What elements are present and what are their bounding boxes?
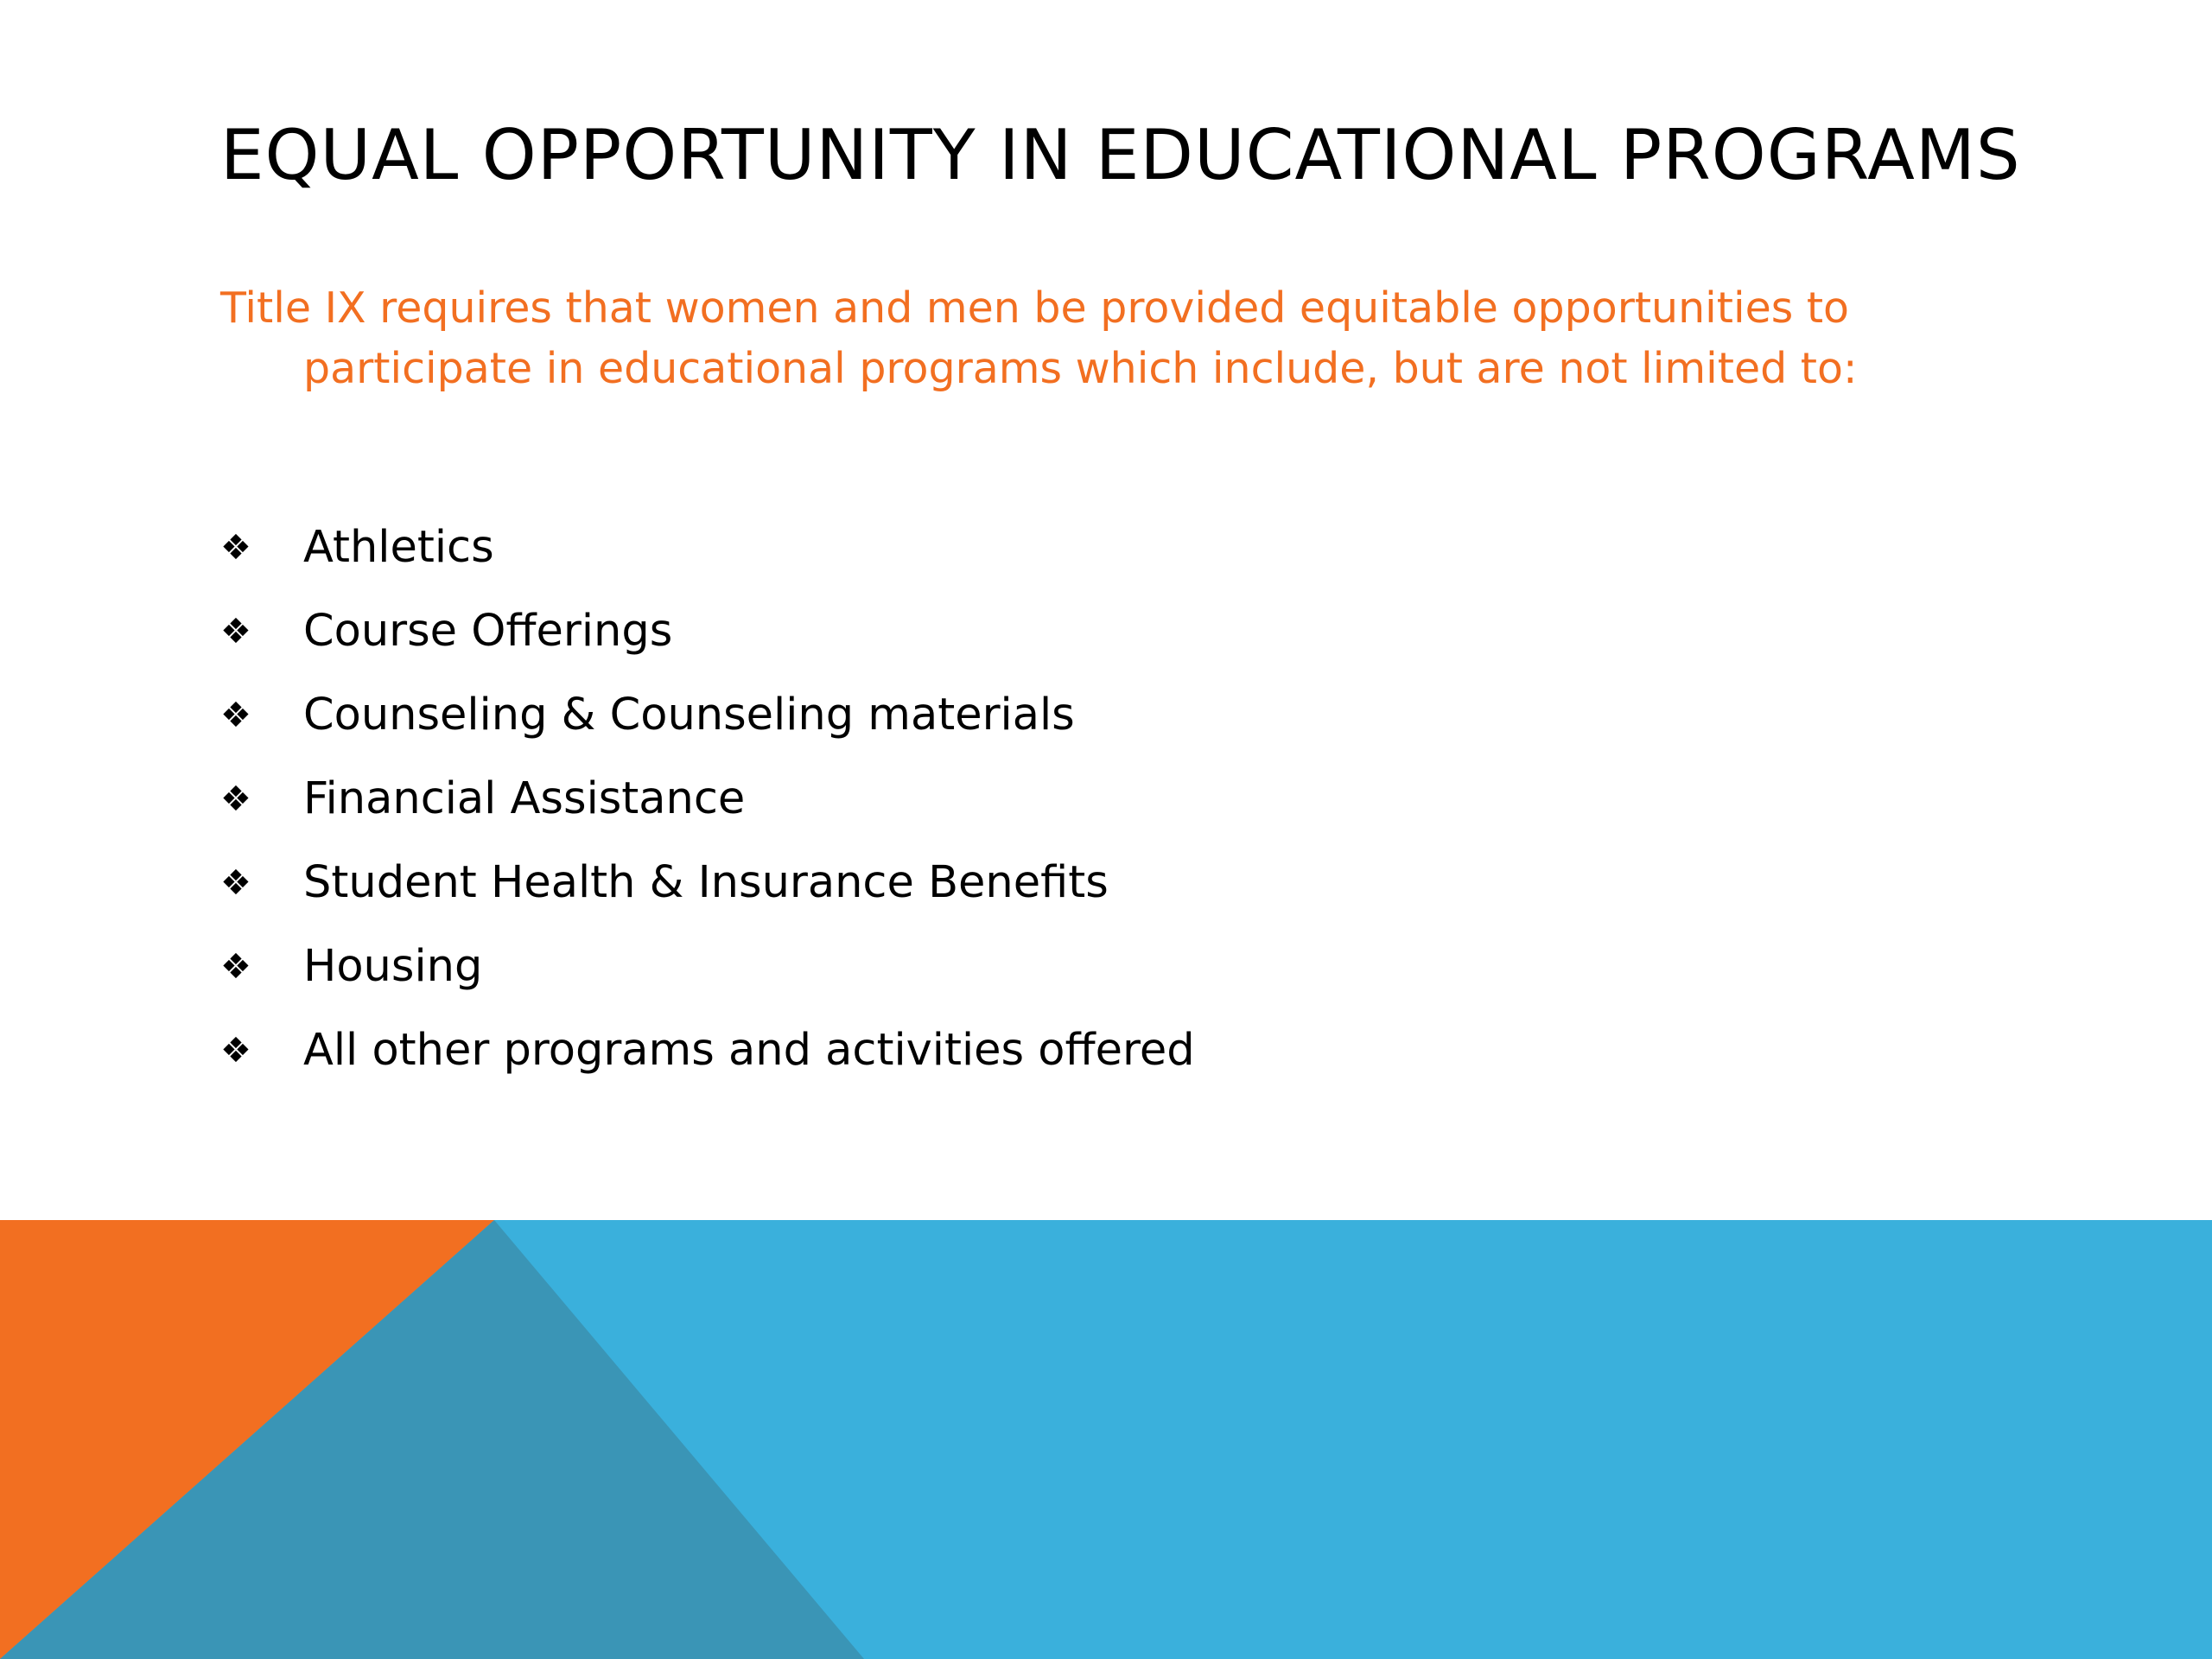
slide-title: EQUAL OPPORTUNITY IN EDUCATIONAL PROGRAMS (220, 115, 2021, 195)
list-item-label: Financial Assistance (303, 773, 746, 824)
list-item-label: Course Offerings (303, 606, 673, 657)
list-item-label: All other programs and activities offered (303, 1025, 1195, 1076)
list-item-label: Athletics (303, 522, 494, 573)
four-diamond-bullet-icon: ❖ (220, 527, 251, 568)
list-item (220, 841, 1195, 925)
four-diamond-bullet-icon: ❖ (220, 779, 251, 819)
four-diamond-bullet-icon: ❖ (220, 695, 251, 735)
list-item (220, 1008, 1195, 1092)
intro-text: Title IX requires that women and men be provided equitable opportunities to participate in educational programs which include, but are not limited to: (220, 283, 1858, 393)
four-diamond-bullet-icon: ❖ (220, 862, 251, 903)
four-diamond-bullet-icon: ❖ (220, 611, 251, 652)
four-diamond-bullet-icon: ❖ (220, 946, 251, 987)
list-item (220, 589, 1195, 673)
bullet-list (220, 505, 1195, 1092)
list-item (220, 757, 1195, 841)
list-item-label: Student Health & Insurance Benefits (303, 857, 1109, 908)
list-item (220, 925, 1195, 1008)
decorative-footer-shapes (0, 1220, 2212, 1659)
list-item-label: Housing (303, 941, 483, 992)
list-item (220, 505, 1195, 589)
list-item (220, 673, 1195, 757)
four-diamond-bullet-icon: ❖ (220, 1030, 251, 1071)
list-item-label: Counseling & Counseling materials (303, 690, 1075, 741)
